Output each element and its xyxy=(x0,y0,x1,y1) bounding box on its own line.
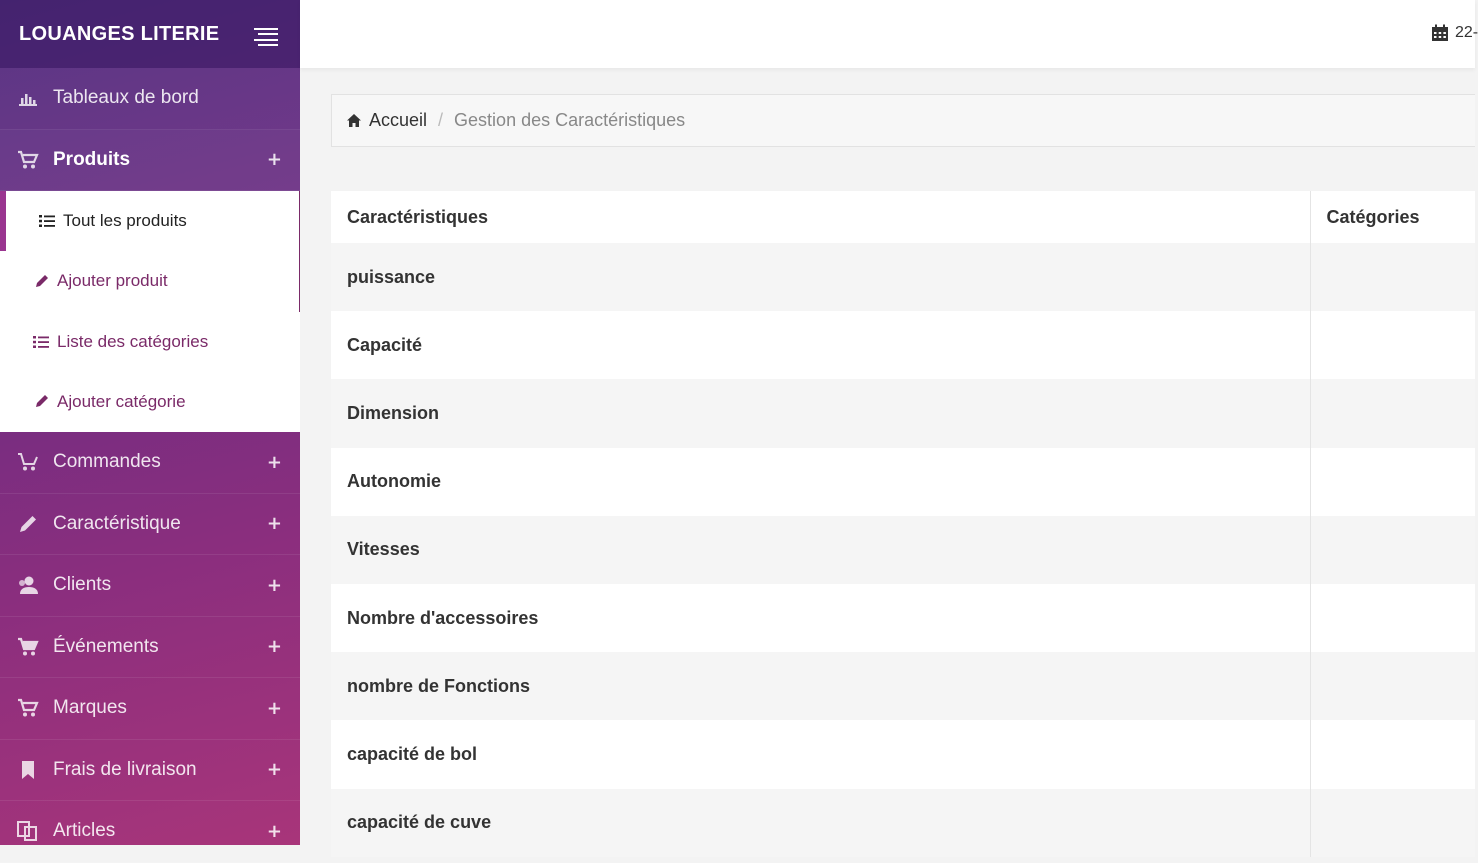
cell-characteristic: nombre de Fonctions xyxy=(331,652,1310,720)
cart-icon xyxy=(17,697,39,719)
calendar-icon xyxy=(1431,24,1449,42)
table-header-row xyxy=(331,191,1475,243)
sidebar-item-dashboard[interactable] xyxy=(0,68,300,130)
table-row xyxy=(331,584,1475,652)
sidebar-item-articles[interactable] xyxy=(0,801,300,863)
table-row xyxy=(331,789,1475,857)
cell-category xyxy=(1310,379,1475,447)
sidebar-item-label: Marques xyxy=(53,697,127,719)
cell-characteristic: Vitesses xyxy=(331,516,1310,584)
cell-characteristic: capacité de cuve xyxy=(331,789,1310,857)
cell-characteristic: Dimension xyxy=(331,379,1310,447)
cell-characteristic: Autonomie xyxy=(331,448,1310,516)
expand-icon: + xyxy=(266,149,282,171)
breadcrumb-home[interactable] xyxy=(347,110,427,131)
table-row xyxy=(331,311,1475,379)
files-icon xyxy=(17,820,39,842)
table-row xyxy=(331,243,1475,311)
home-icon xyxy=(347,114,361,127)
cart-icon xyxy=(17,636,39,658)
characteristics-table xyxy=(331,191,1475,857)
table-row xyxy=(331,448,1475,516)
top-bar xyxy=(300,0,1478,68)
brand-title: LOUANGES LITERIE xyxy=(19,22,220,45)
expand-icon: + xyxy=(266,697,282,719)
table-row xyxy=(331,652,1475,720)
sidebar-item-label: Articles xyxy=(53,820,116,842)
table-row xyxy=(331,379,1475,447)
sidebar-item-characteristic[interactable] xyxy=(0,494,300,556)
products-submenu xyxy=(0,191,300,432)
expand-icon: + xyxy=(266,759,282,781)
cell-category xyxy=(1310,448,1475,516)
breadcrumb xyxy=(331,94,1475,147)
sidebar-item-shipping[interactable] xyxy=(0,740,300,802)
cell-category xyxy=(1310,720,1475,788)
users-icon xyxy=(17,574,39,596)
pencil-icon xyxy=(17,513,39,535)
sidebar-item-label: Tableaux de bord xyxy=(53,87,199,109)
sidebar-item-label: Événements xyxy=(53,635,159,657)
cell-characteristic: Nombre d'accessoires xyxy=(331,584,1310,652)
submenu-label: Ajouter catégorie xyxy=(57,391,186,411)
date-text: 22- xyxy=(1455,24,1478,41)
expand-icon: + xyxy=(266,451,282,473)
submenu-item-categories-list[interactable] xyxy=(0,312,300,372)
breadcrumb-home-label: Accueil xyxy=(369,110,428,130)
sidebar-item-label: Produits xyxy=(53,148,131,170)
expand-icon: + xyxy=(266,574,282,596)
list-icon xyxy=(39,213,55,229)
sidebar-brand xyxy=(0,0,300,68)
list-icon xyxy=(33,334,49,350)
pencil-icon xyxy=(33,394,49,410)
cell-characteristic: capacité de bol xyxy=(331,720,1310,788)
cell-characteristic: puissance xyxy=(331,243,1310,311)
submenu-label: Tout les produits xyxy=(63,211,187,231)
cart-outline-icon xyxy=(17,451,39,473)
sidebar-item-events[interactable] xyxy=(0,617,300,679)
cell-category xyxy=(1310,516,1475,584)
expand-icon: + xyxy=(266,513,282,535)
sidebar-item-products[interactable] xyxy=(0,130,300,192)
column-header-characteristics[interactable]: Caractéristiques xyxy=(331,191,1310,243)
sidebar xyxy=(0,0,300,845)
sidebar-item-label: Clients xyxy=(53,574,112,596)
cell-characteristic: Capacité xyxy=(331,311,1310,379)
menu-toggle-icon[interactable] xyxy=(252,28,278,46)
expand-icon: + xyxy=(266,820,282,842)
submenu-label: Ajouter produit xyxy=(57,271,168,291)
bar-chart-icon xyxy=(17,87,39,109)
breadcrumb-current: Gestion des Caractéristiques xyxy=(454,110,686,130)
submenu-item-all-products[interactable] xyxy=(0,191,300,251)
sidebar-item-label: Commandes xyxy=(53,451,161,473)
table-row xyxy=(331,516,1475,584)
cell-category xyxy=(1310,311,1475,379)
sidebar-item-label: Caractéristique xyxy=(53,512,181,534)
cell-category xyxy=(1310,652,1475,720)
cart-icon xyxy=(17,149,39,171)
submenu-item-add-product[interactable] xyxy=(0,251,300,311)
cell-category xyxy=(1310,789,1475,857)
submenu-label: Liste des catégories xyxy=(57,331,209,351)
date-display xyxy=(1431,24,1478,42)
pencil-icon xyxy=(33,273,49,289)
sidebar-item-brands[interactable] xyxy=(0,678,300,740)
expand-icon: + xyxy=(266,636,282,658)
breadcrumb-separator: / xyxy=(438,110,444,130)
cell-category xyxy=(1310,243,1475,311)
cell-category xyxy=(1310,584,1475,652)
sidebar-item-orders[interactable] xyxy=(0,432,300,494)
submenu-item-add-category[interactable] xyxy=(0,372,300,432)
sidebar-item-label: Frais de livraison xyxy=(53,758,197,780)
bookmark-icon xyxy=(17,759,39,781)
column-header-categories[interactable]: Catégories xyxy=(1310,191,1475,243)
sidebar-item-clients[interactable] xyxy=(0,555,300,617)
table-row xyxy=(331,720,1475,788)
